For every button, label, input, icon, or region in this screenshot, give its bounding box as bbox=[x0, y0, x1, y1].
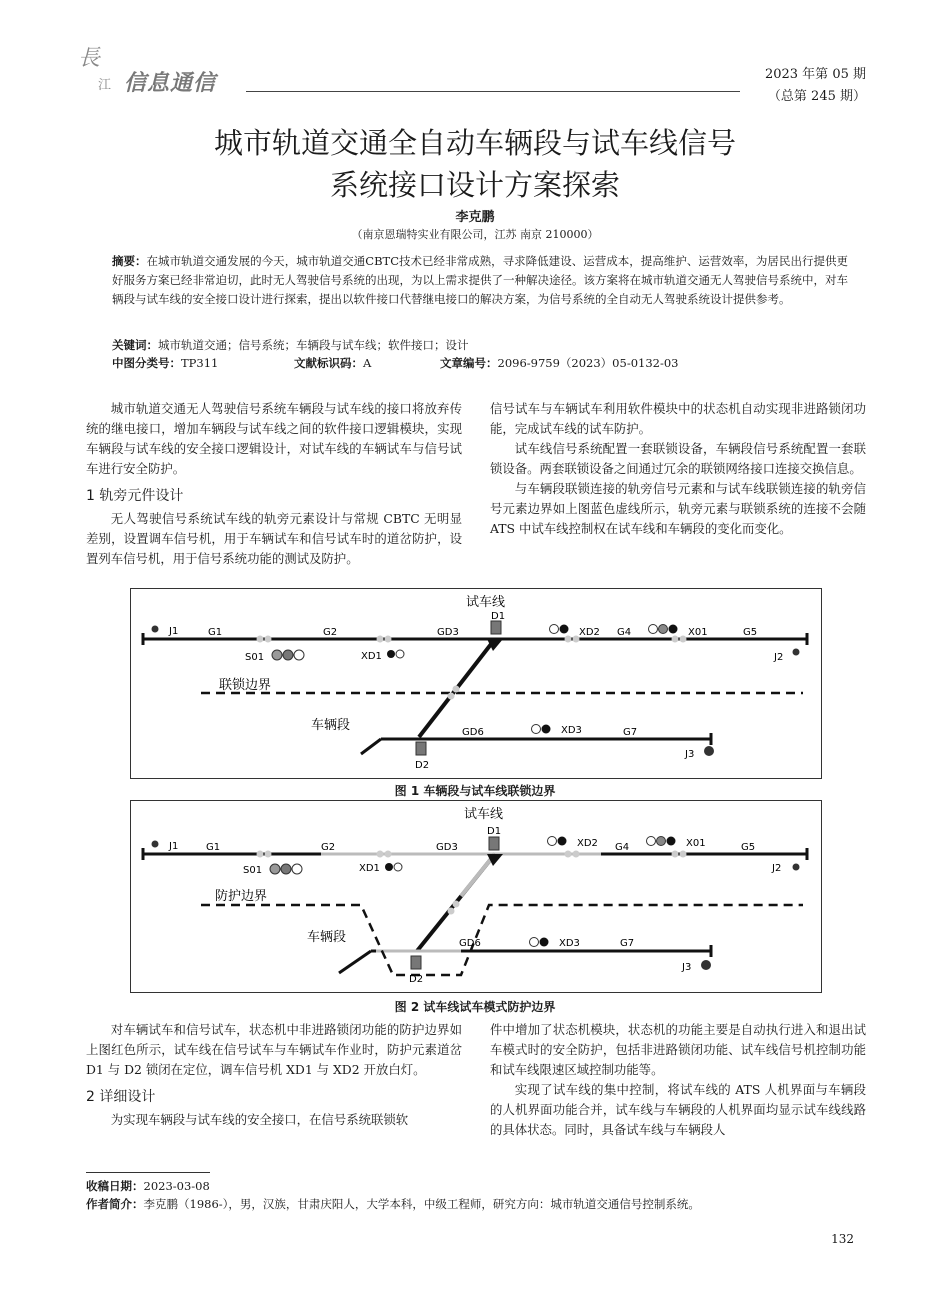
label-S01: S01 bbox=[243, 865, 263, 876]
journal-logo-mark: 長 bbox=[78, 46, 101, 71]
signal-J1 bbox=[152, 626, 159, 633]
page-number: 132 bbox=[831, 1232, 854, 1246]
signal-X01 bbox=[649, 625, 678, 634]
author-bio: 作者简介：李克鹏（1986-），男，汉族，甘肃庆阳人，大学本科，中级工程师，研究方向：城市轨道交通信号控制系统。 bbox=[86, 1197, 700, 1211]
label-XD2: XD2 bbox=[577, 838, 598, 849]
label-G5: G5 bbox=[741, 842, 756, 853]
received-date: 收稿日期：2023-03-08 bbox=[86, 1179, 210, 1193]
keywords-text: 城市轨道交通；信号系统；车辆段与试车线；软件接口；设计 bbox=[158, 338, 469, 352]
body-left-upper bbox=[86, 399, 462, 569]
affiliation: （南京恩瑞特实业有限公司，江苏 南京 210000） bbox=[351, 228, 599, 241]
issue-info bbox=[765, 64, 866, 108]
paragraph: 实现了试车线的集中控制，将试车线的 ATS 人机界面与车辆段的人机界面功能合并，试车线与车辆段的人机界面均显示试车线线路的具体状态。同时，具备试车线与车辆段人 bbox=[490, 1082, 866, 1137]
label-GD3: GD3 bbox=[437, 627, 459, 638]
label-G7: G7 bbox=[620, 938, 635, 949]
clc-number: 中图分类号：TP311 bbox=[112, 356, 219, 370]
switch-D1-box bbox=[489, 837, 499, 850]
label-J3: J3 bbox=[685, 749, 695, 760]
label-X01: X01 bbox=[686, 838, 706, 849]
figure-1-diagram bbox=[131, 589, 821, 778]
figure-1-caption: 图 1 车辆段与试车线联锁边界 bbox=[394, 784, 556, 798]
label-G4: G4 bbox=[615, 842, 630, 853]
label-G2: G2 bbox=[323, 627, 338, 638]
keywords bbox=[112, 336, 848, 355]
paragraph: 与车辆段联锁连接的轨旁信号元素和与试车线联锁连接的轨旁信号元素边界如上图蓝色虚线所示，轨旁元素与联锁系统的连接不会随 ATS 中试车线控制权在试车线和车辆段的变化而变化。 bbox=[490, 481, 866, 536]
label-G4: G4 bbox=[617, 627, 632, 638]
abstract-label: 摘要： bbox=[112, 254, 147, 268]
signal-S01 bbox=[272, 650, 304, 660]
signal-XD1 bbox=[387, 650, 404, 658]
paragraph: 件中增加了状态机模块，状态机的功能主要是自动执行进入和退出试车模式时的安全防护，包括非进路锁闭功能、试车线信号机控制功能和试车线限速区域控制功能等。 bbox=[490, 1022, 866, 1077]
signal-XD2 bbox=[550, 625, 569, 634]
paragraph: 信号试车与车辆试车利用软件模块中的状态机自动实现非进路锁闭功能，完成试车线的试车防护。 bbox=[490, 401, 866, 436]
figure-2-caption: 图 2 试车线试车模式防护边界 bbox=[394, 1000, 556, 1014]
label-S01: S01 bbox=[245, 652, 265, 663]
author: 李克鹏 bbox=[455, 210, 495, 225]
footnote-rule bbox=[86, 1172, 210, 1173]
signal-J1 bbox=[152, 841, 159, 848]
signal-J2 bbox=[793, 864, 800, 871]
signal-XD3 bbox=[532, 725, 551, 734]
signal-J2 bbox=[793, 649, 800, 656]
label-XD2: XD2 bbox=[579, 627, 600, 638]
paper-title-line-2: 系统接口设计方案探索 bbox=[329, 168, 620, 202]
label-boundary: 防护边界 bbox=[215, 889, 268, 904]
label-D1: D1 bbox=[487, 826, 502, 837]
keywords-label: 关键词： bbox=[112, 338, 158, 352]
figure-2-diagram bbox=[131, 801, 821, 992]
signal-XD2 bbox=[548, 837, 567, 846]
label-J1: J1 bbox=[169, 841, 179, 852]
signal-J3 bbox=[704, 746, 714, 756]
protection-boundary bbox=[201, 905, 803, 975]
label-GD3: GD3 bbox=[436, 842, 458, 853]
label-J3: J3 bbox=[682, 962, 692, 973]
label-J2: J2 bbox=[774, 652, 784, 663]
signal-S01 bbox=[270, 864, 302, 874]
label-D1: D1 bbox=[491, 611, 506, 622]
label-G2: G2 bbox=[321, 842, 336, 853]
body-right-lower bbox=[490, 1020, 866, 1140]
section-heading-1: 1 轨旁元件设计 bbox=[86, 488, 184, 504]
label-XD3: XD3 bbox=[559, 938, 580, 949]
section-heading-2: 2 详细设计 bbox=[86, 1089, 156, 1105]
switch-D1-box bbox=[491, 621, 501, 634]
body-left-lower bbox=[86, 1020, 462, 1130]
label-depot: 车辆段 bbox=[307, 930, 347, 945]
paper-title-line-1: 城市轨道交通全自动车辆段与试车线信号 bbox=[213, 126, 736, 160]
label-depot: 车辆段 bbox=[311, 718, 351, 733]
figure-1 bbox=[130, 588, 822, 779]
signal-XD3 bbox=[530, 938, 549, 947]
figure-2 bbox=[130, 800, 822, 993]
label-boundary: 联锁边界 bbox=[219, 678, 272, 693]
journal-logo-text: 信息通信 bbox=[124, 71, 217, 96]
paragraph: 对车辆试车和信号试车，状态机中非进路锁闭功能的防护边界如上图红色所示，试车线在信号试车与车辆试车作业时，防护元素道岔 D1 与 D2 锁闭在定位，调车信号机 XD1 与 XD2 开放白灯。 bbox=[86, 1022, 462, 1077]
switch-D2-box bbox=[416, 742, 426, 755]
label-J1: J1 bbox=[169, 626, 179, 637]
issue-line-1: 2023 年第 05 期 bbox=[764, 67, 866, 82]
label-GD6: GD6 bbox=[462, 727, 484, 738]
label-D2: D2 bbox=[409, 974, 424, 985]
header-rule bbox=[246, 91, 740, 92]
paragraph: 为实现车辆段与试车线的安全接口，在信号系统联锁软 bbox=[110, 1112, 409, 1127]
label-XD3: XD3 bbox=[561, 725, 582, 736]
signal-X01 bbox=[647, 837, 676, 846]
label-G7: G7 bbox=[623, 727, 638, 738]
signal-XD1 bbox=[385, 863, 402, 871]
body-right-upper bbox=[490, 399, 866, 539]
label-X01: X01 bbox=[688, 627, 708, 638]
label-test-line: 试车线 bbox=[464, 807, 504, 822]
label-J2: J2 bbox=[772, 863, 782, 874]
label-G1: G1 bbox=[208, 627, 223, 638]
journal-logo-mark-2: 江 bbox=[98, 78, 112, 93]
switch-D2-box bbox=[411, 956, 421, 969]
abstract-text: 在城市轨道交通发展的今天，城市轨道交通CBTC技术已经非常成熟，寻求降低建设、运营成本，提高维护、运营效率，为居民出行提供更好服务方案已经非常迫切，此时无人驾驶信号系统的出现，为以上需求提供了一种解决途径。该方案将在城市轨道交通无人驾驶信号系统中，对车辆段与试车线的安全接口设计进行探索，提出以软件接口代替继电接口的解决方案，为信号系统的全自动无人驾驶系统设计提供参考。 bbox=[112, 254, 849, 306]
label-G1: G1 bbox=[206, 842, 221, 853]
signal-J3 bbox=[701, 960, 711, 970]
label-XD1: XD1 bbox=[359, 863, 380, 874]
label-XD1: XD1 bbox=[361, 651, 382, 662]
paragraph: 试车线信号系统配置一套联锁设备，车辆段信号系统配置一套联锁设备。两套联锁设备之间通过冗余的联锁网络接口连接交换信息。 bbox=[490, 441, 866, 476]
document-code: 文献标识码：A bbox=[294, 356, 372, 370]
label-test-line: 试车线 bbox=[466, 595, 506, 610]
paragraph: 城市轨道交通无人驾驶信号系统车辆段与试车线的接口将放弃传统的继电接口，增加车辆段与试车线之间的软件接口逻辑模块，实现车辆段与试车线的安全接口逻辑设计，对试车线的车辆试车与信号试车进行安全防护。 bbox=[86, 401, 462, 476]
article-number: 文章编号：2096-9759（2023）05-0132-03 bbox=[440, 356, 679, 370]
abstract bbox=[112, 252, 848, 309]
label-D2: D2 bbox=[415, 760, 430, 771]
label-G5: G5 bbox=[743, 627, 758, 638]
label-GD6: GD6 bbox=[459, 938, 481, 949]
issue-line-2: （总第 245 期） bbox=[767, 89, 866, 104]
paragraph: 无人驾驶信号系统试车线的轨旁元素设计与常规 CBTC 无明显差别，设置调车信号机，用于车辆试车和信号试车时的道岔防护，设置列车信号机，用于信号系统功能的测试及防护。 bbox=[86, 511, 462, 566]
